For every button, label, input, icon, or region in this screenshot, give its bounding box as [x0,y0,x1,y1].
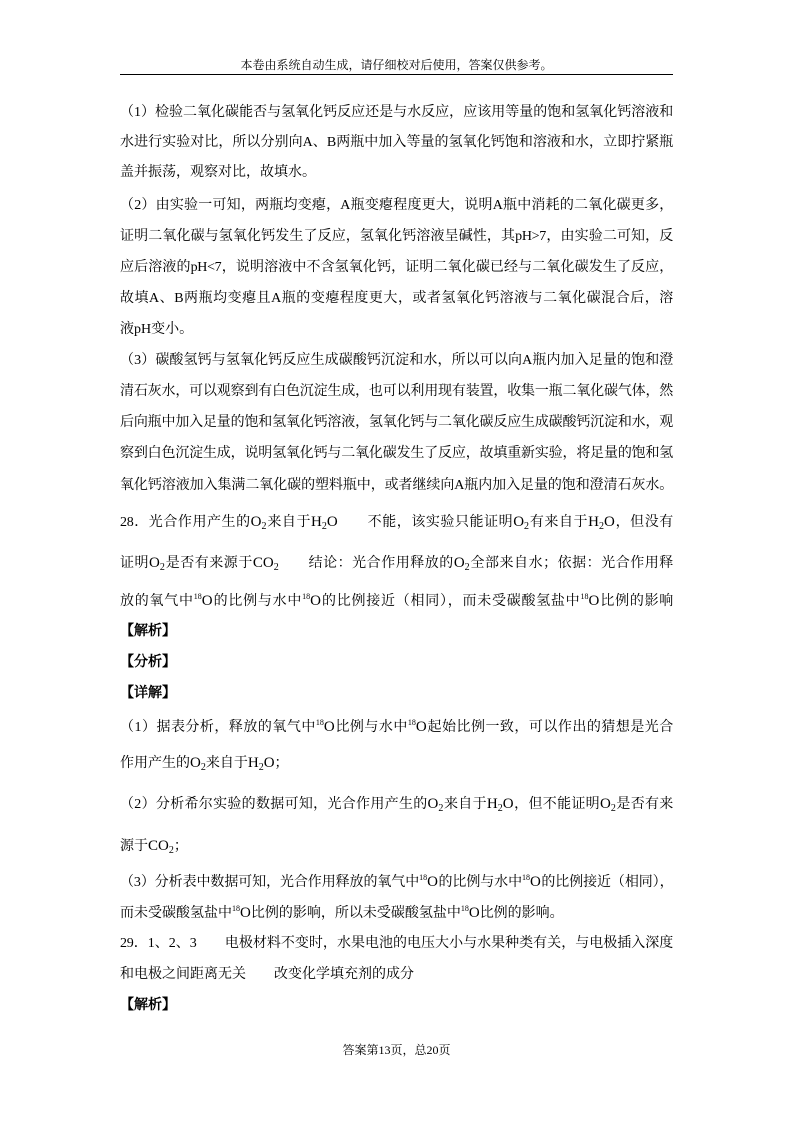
formula-base: O [323,719,335,735]
header-notice: 本卷由系统自动生成，请仔细校对后使用，答案仅供参考。 [240,58,553,72]
q28-detail-line [120,753,673,773]
text-run: 全部来自水；依据：光合作用释 [469,556,673,571]
formula-base: O [599,796,611,812]
formula-sub: 2 [524,521,530,532]
formula-base: O [427,796,439,812]
isotope-symbol [461,905,480,921]
explanation-line: 液pH变小。 [120,322,194,337]
formula-base: CO [252,555,274,571]
formula-base: H [311,514,322,530]
explanation-line: 后向瓶中加入足量的饱和氢氧化钙溶液，氢氧化钙与二氧化碳反应生成碳酸钙沉淀和水，观 [120,415,673,430]
formula-sub: 2 [321,521,327,532]
text-run: ； [173,839,188,854]
text-run: 来自于 [205,756,248,771]
text-run: 比例与水中 [334,720,408,735]
formula-base: O [530,874,541,890]
isotope-symbol [408,719,427,735]
q28-answer-line [120,553,673,573]
formula-sup: 18 [193,592,202,601]
formula-base: O [201,593,213,609]
chemical-formula [311,514,338,530]
explanation-line: 应后溶液的pH<7，说明溶液中不含氢氧化钙，证明二氧化碳已经与二氧化碳发生了反应， [120,260,673,275]
explanation-line: 察到白色沉淀生成，说明氢氧化钙与二氧化碳发生了反应，故填重新实验，将足量的饱和氢 [120,446,673,461]
isotope-symbol [580,593,599,609]
text-run: 是否有来 [615,797,674,812]
chemical-formula [148,838,174,854]
section-label-breakdown: 【分析】 [120,655,176,670]
formula-base: H [588,514,599,530]
formula-base: CO [148,838,169,854]
q28-detail-line [120,794,673,814]
formula-tail: O [326,514,338,530]
text-run: 比例的影响 [599,594,674,609]
explanation-line: 水进行实验对比，所以分别向A、B两瓶中加入等量的氢氧化钙饱和溶液和水，立即拧紧瓶 [120,135,673,150]
explanation-line: 故填A、B两瓶均变瘪且A瓶的变瘪程度更大，或者氢氧化钙溶液与二氧化碳混合后，溶 [120,291,673,306]
explanation-line: 清石灰水，可以观察到有白色沉淀生成，也可以利用现有装置，收集一瓶二氧化碳气体，然 [120,384,673,399]
text-run: 的比例接近（相同）， [540,875,673,890]
chemical-formula [588,514,615,530]
isotope-symbol [232,905,251,921]
chemical-formula [248,755,275,771]
formula-sub: 2 [610,803,616,814]
formula-sup: 18 [419,873,428,882]
text-run: 比例的影响。 [479,906,564,921]
formula-sub: 2 [200,762,206,773]
chemical-formula [454,555,470,571]
formula-base: H [486,796,498,812]
formula-sup: 18 [302,592,311,601]
text-run: 证明 [120,556,150,571]
formula-base: O [190,755,201,771]
text-run: （3）分析表中数据可知，光合作用释放的氧气中 [120,875,420,890]
formula-tail: O [263,755,275,771]
chemical-formula [149,555,165,571]
formula-sup: 18 [460,904,469,913]
text-run: 不能，该实验只能证明 [337,515,514,530]
text-run: 结论：光合作用释放的 [278,556,454,571]
explanation-line: 氧化钙溶液加入集满二氧化碳的塑料瓶中，或者继续向A瓶内加入足量的饱和澄清石灰水。 [120,478,673,493]
text-run: 来自于 [443,797,487,812]
text-run: 有来自于 [529,515,589,530]
isotope-symbol [522,874,541,890]
q29-answer-line: 29．1、2、3 电极材料不变时，水果电池的电压大小与水果种类有关，与电极插入深度 [120,936,673,951]
isotope-symbol [419,874,438,890]
formula-base: O [453,555,465,571]
formula-sup: 18 [407,718,416,727]
text-run: （2）分析希尔实验的数据可知，光合作用产生的 [120,797,428,812]
formula-tail: O [502,796,514,812]
explanation-line: 证明二氧化碳与氢氧化钙发生了反应，氢氧化钙溶液呈碱性，其pH>7，由实验二可知，反 [120,229,673,244]
q28-answer-line [120,591,673,611]
formula-sub: 2 [273,562,279,573]
formula-sub: 2 [598,521,604,532]
chemical-formula [190,755,206,771]
formula-sup: 18 [232,904,240,913]
text-run: 的比例与水中 [212,594,303,609]
formula-sub: 2 [438,803,444,814]
formula-base: O [468,905,480,921]
formula-tail: O [603,514,615,530]
formula-sub: 2 [159,562,165,573]
q28-answer-line [120,512,673,532]
formula-base: O [427,874,438,890]
explanation-line: （1）检验二氧化碳能否与氢氧化钙反应还是与水反应，应该用等量的饱和氢氧化钙溶液和 [120,105,673,120]
section-label-analysis: 【解析】 [120,624,176,639]
text-run: 28．光合作用产生的 [120,515,251,530]
explanation-line: （3）碳酸氢钙与氢氧化钙反应生成碳酸钙沉淀和水，所以可以向A瓶内加入足量的饱和澄 [120,353,673,368]
chemical-formula [428,796,444,812]
formula-sup: 18 [315,718,324,727]
text-run: 是否有来源于 [164,556,253,571]
formula-sup: 18 [522,873,530,882]
chemical-formula [251,514,267,530]
text-run: 源于 [120,839,148,854]
formula-base: O [149,555,160,571]
q28-detail-line [120,836,673,856]
formula-base: O [310,593,321,609]
text-run: 放的氧气中 [120,594,194,609]
text-run: ； [274,756,289,771]
text-run: 比例的影响，所以未受碳酸氢盐中 [250,906,461,921]
formula-sub: 2 [168,845,174,856]
formula-base: O [240,905,251,921]
text-run: ，但不能证明 [513,797,600,812]
isotope-symbol [316,719,335,735]
formula-base: O [513,514,525,530]
explanation-line: 盖并振荡，观察对比，故填水。 [120,165,316,180]
header-divider [120,74,673,75]
chemical-formula [600,796,616,812]
formula-sub: 2 [258,762,264,773]
isotope-symbol [194,593,213,609]
q29-answer-line: 和电极之间距离无关 改变化学填充剂的成分 [120,967,414,982]
text-run: 而未受碳酸氢盐中 [120,906,232,921]
q28-detail-line [120,717,673,737]
isotope-symbol [302,593,321,609]
formula-base: O [588,593,600,609]
formula-base: O [415,719,427,735]
chemical-formula [487,796,514,812]
q28-detail-line [120,872,673,892]
formula-base: H [247,755,259,771]
text-run: ，但没有 [614,515,673,530]
chemical-formula [513,514,529,530]
formula-sub: 2 [261,521,267,532]
page-indicator: 答案第13页，总20页 [342,1043,451,1057]
chemical-formula [253,555,279,571]
text-run: 起始比例一致，可以作出的猜想是光合 [426,720,673,735]
explanation-line: （2）由实验一可知，两瓶均变瘪，A瓶变瘪程度更大，说明A瓶中消耗的二氧化碳更多， [120,198,673,213]
text-run: 来自于 [266,515,312,530]
text-run: 的比例与水中 [437,875,522,890]
section-label-analysis: 【解析】 [120,998,176,1013]
text-run: 作用产生的 [120,756,190,771]
section-label-details: 【详解】 [120,686,176,701]
text-run: （1）据表分析，释放的氧气中 [120,720,316,735]
formula-sub: 2 [464,562,470,573]
q28-detail-line [120,903,673,923]
text-run: 的比例接近（相同），而未受碳酸氢盐中 [320,594,581,609]
formula-sup: 18 [580,592,589,601]
formula-base: O [250,514,262,530]
formula-sub: 2 [497,803,503,814]
